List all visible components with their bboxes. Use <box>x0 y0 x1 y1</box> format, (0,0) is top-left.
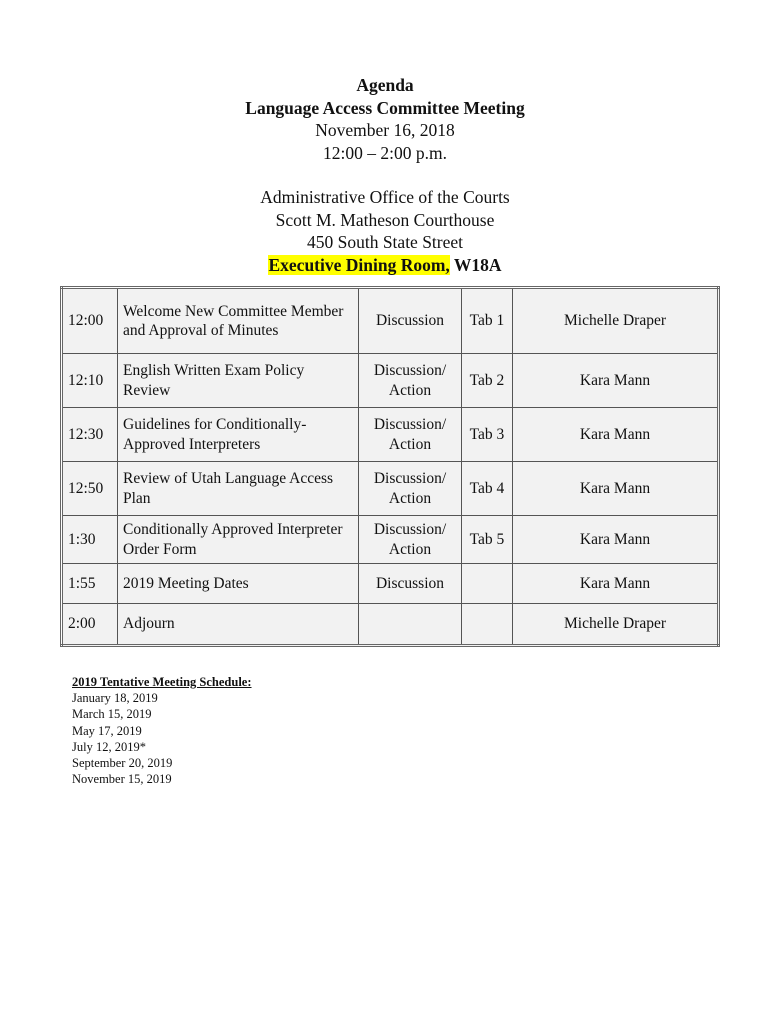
agenda-row <box>62 354 719 408</box>
agenda-type: Discussion/ Action <box>359 408 462 462</box>
schedule-date: January 18, 2019 <box>72 691 158 706</box>
agenda-type: Discussion/ Action <box>359 354 462 408</box>
agenda-tab <box>462 604 513 646</box>
agenda-row <box>62 288 719 354</box>
office-name: Administrative Office of the Courts <box>260 187 510 207</box>
schedule-date: November 15, 2019 <box>72 772 172 787</box>
agenda-presenter: Kara Mann <box>513 516 719 564</box>
agenda-presenter: Michelle Draper <box>513 604 719 646</box>
agenda-time: 12:30 <box>62 408 118 462</box>
agenda-item: Conditionally Approved Interpreter Order Form <box>118 516 359 564</box>
agenda-item: English Written Exam Policy Review <box>118 354 359 408</box>
schedule-date: July 12, 2019* <box>72 739 146 754</box>
agenda-type: Discussion/ Action <box>359 462 462 516</box>
schedule-date-list <box>72 690 252 787</box>
schedule-title: 2019 Tentative Meeting Schedule: <box>72 675 252 689</box>
agenda-row <box>62 462 719 516</box>
agenda-presenter: Kara Mann <box>513 462 719 516</box>
agenda-row <box>62 564 719 604</box>
agenda-tab: Tab 3 <box>462 408 513 462</box>
agenda-presenter: Kara Mann <box>513 564 719 604</box>
room-location <box>0 254 770 277</box>
meeting-name: Language Access Committee Meeting <box>245 97 525 118</box>
agenda-row <box>62 516 719 564</box>
agenda-tab <box>462 564 513 604</box>
schedule-date: May 17, 2019 <box>72 723 142 738</box>
agenda-header <box>0 74 770 276</box>
meeting-time: 12:00 – 2:00 p.m. <box>323 142 447 163</box>
agenda-table <box>60 286 720 647</box>
agenda-tab: Tab 2 <box>462 354 513 408</box>
meeting-date: November 16, 2018 <box>315 120 455 140</box>
room-name-highlight: Executive Dining Room, <box>268 254 450 275</box>
agenda-type: Discussion <box>359 564 462 604</box>
agenda-presenter: Michelle Draper <box>513 288 719 354</box>
schedule-date: March 15, 2019 <box>72 707 152 722</box>
agenda-presenter: Kara Mann <box>513 408 719 462</box>
street-address: 450 South State Street <box>306 232 464 252</box>
agenda-time: 1:55 <box>62 564 118 604</box>
agenda-title: Agenda <box>356 75 414 95</box>
agenda-type <box>359 604 462 646</box>
agenda-tab: Tab 4 <box>462 462 513 516</box>
agenda-tab: Tab 5 <box>462 516 513 564</box>
agenda-type: Discussion/ Action <box>359 516 462 564</box>
agenda-presenter: Kara Mann <box>513 354 719 408</box>
agenda-time: 12:50 <box>62 462 118 516</box>
agenda-item: Review of Utah Language Access Plan <box>118 462 359 516</box>
agenda-time: 1:30 <box>62 516 118 564</box>
agenda-time: 12:00 <box>62 288 118 354</box>
agenda-item: Welcome New Committee Member and Approval of Minutes <box>118 288 359 354</box>
building-name: Scott M. Matheson Courthouse <box>275 209 495 230</box>
agenda-item: 2019 Meeting Dates <box>118 564 359 604</box>
schedule-date: September 20, 2019 <box>72 756 173 771</box>
agenda-item: Guidelines for Conditionally-Approved Interpreters <box>118 408 359 462</box>
agenda-item: Adjourn <box>118 604 359 646</box>
agenda-time: 12:10 <box>62 354 118 408</box>
agenda-time: 2:00 <box>62 604 118 646</box>
room-number: W18A <box>449 254 502 275</box>
tentative-schedule <box>72 674 252 787</box>
agenda-row <box>62 604 719 646</box>
agenda-type: Discussion <box>359 288 462 354</box>
agenda-row <box>62 408 719 462</box>
agenda-tab: Tab 1 <box>462 288 513 354</box>
